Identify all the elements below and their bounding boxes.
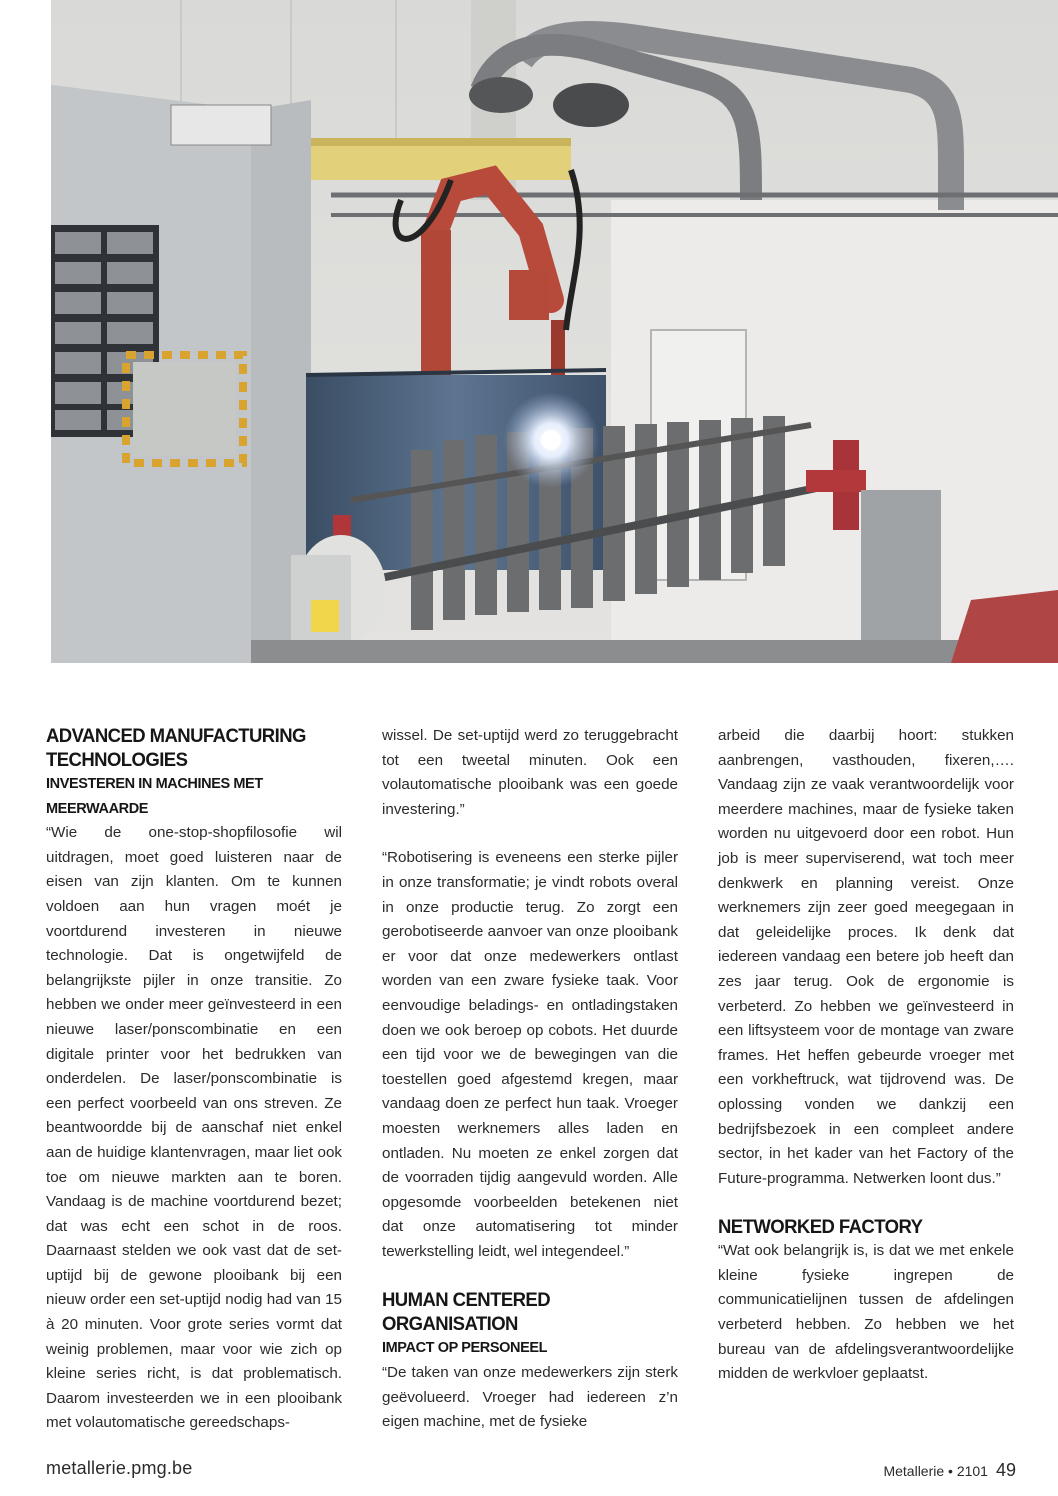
section-subtitle-investeren-b: MEERWAARDE — [46, 800, 149, 817]
footer-website: metallerie.pmg.be — [46, 1458, 193, 1478]
column-1 — [46, 724, 342, 1436]
robot-welding-cell-photo — [51, 0, 1058, 663]
footer-issue: Metallerie • 2101 — [883, 1463, 988, 1479]
section-title-advanced-manufacturing: ADVANCED MANUFACTURING — [46, 725, 306, 747]
body-paragraph: “Robotisering is eveneens een sterke pijler in onze transformatie; je vindt robots overal in onze productie terug. Zo zorgt een gerobotiseerde aanvoer van onze plooibank er voor dat onze medewerkers ontlast worden van een zware fysieke taak. Voor eenvoudige beladings- en ontladingstaken doen we ook beroep op cobots. Het duurde een tijd voor we de bewegingen van die toestellen goed afgestemd kregen, maar vandaag doen ze perfect hun taak. Vroeger moesten werknemers alles laden en ontladen. Nu moeten ze enkel zorgen dat de voorraden tijdig aangevuld worden. Alle opgesomde voorbeelden betekenen niet dat onze automatisering tot minder tewerkstelling leidt, wel integendeel.” — [382, 849, 678, 1260]
section-title-technologies: TECHNOLOGIES — [46, 749, 188, 771]
body-paragraph: “Wat ook belangrijk is, is dat we met enkele kleine fysieke ingrepen de communicatielijnen tussen de afdelingen verbeterd hebben. Zo hebben we het bureau van de afdelingsverantwoordelijke midden de werkvloer geplaatst. — [718, 1242, 1014, 1383]
section-title-human-centered: HUMAN CENTERED — [382, 1289, 551, 1312]
column-2 — [382, 724, 678, 1435]
section-subtitle-impact: IMPACT OP PERSONEEL — [382, 1340, 548, 1357]
section-subtitle-investeren-a: INVESTEREN IN MACHINES MET — [46, 776, 263, 792]
column-3 — [718, 724, 1014, 1387]
body-paragraph: “Wie de one-stop-shopfilosofie wil uitdragen, moet goed luisteren naar de eisen van zijn klanten. Om te kunnen voldoen aan hun vragen moét je voortdurend investeren in nieuwe technologie. Dat is ongetwijfeld de belangrijkste pijler in onze transitie. Zo hebben we onder meer geïnvesteerd in een nieuwe laser/ponscombinatie en een digitale printer voor het bedrukken van onderdelen. De laser/ponscombinatie is een perfect voorbeeld van ons streven. Ze beantwoordde bij de aanschaf niet enkel aan de huidige klantenvragen, maar liet ook toe om nieuwe markten aan te boren. Vandaag is de machine voortdurend bezet; dat was echt een schot in de roos. Daarnaast stelden we ook vast dat de set-uptijd bij de gewone plooibank bij een nieuw order een set-uptijd nodig had van 15 à 20 minuten. Voor grote series vormt dat weinig problemen, maar voor wie zich op kleine series richt, is dat problematisch. Daarom investeerden we in een plooibank met volautomatische gereedschaps- — [46, 824, 342, 1432]
footer-magazine — [883, 1460, 1016, 1481]
body-paragraph: arbeid die daarbij hoort: stukken aanbrengen, vasthouden, fixeren,…. Vandaag zijn ze vaak verantwoordelijk voor meerdere machines, maar de fysieke taken worden nu uitgevoerd door een robot. Hun job is meer superviserend, wat toch meer denkwerk en planning vereist. Onze werknemers zijn zeer goed meegegaan in dat geleidelijke proces. Ik denk dat iedereen vandaag een betere job heeft dan zes jaar terug. Ook de ergonomie is verbeterd. Zo hebben we geïnvesteerd in een liftsysteem voor de montage van zware frames. Het heffen gebeurde vroeger met een vorkheftruck, wat tijdrovend was. De oplossing vonden we dankzij een bedrijfsbezoek in een compleet andere sector, in het kader van het Factory of the Future-programma. Netwerken loont dus.” — [718, 727, 1014, 1187]
body-paragraph: “De taken van onze medewerkers zijn sterk geëvolueerd. Vroeger had iedereen z’n eigen machine, met de fysieke — [382, 1364, 678, 1431]
section-title-organisation: ORGANISATION — [382, 1313, 518, 1336]
body-paragraph: wissel. De set-uptijd werd zo teruggebracht tot een tweetal minuten. Ook een volautomatische plooibank was een goede investering.” — [382, 727, 678, 818]
page-number: 49 — [995, 1460, 1016, 1480]
section-title-networked-factory: NETWORKED FACTORY — [718, 1216, 923, 1239]
